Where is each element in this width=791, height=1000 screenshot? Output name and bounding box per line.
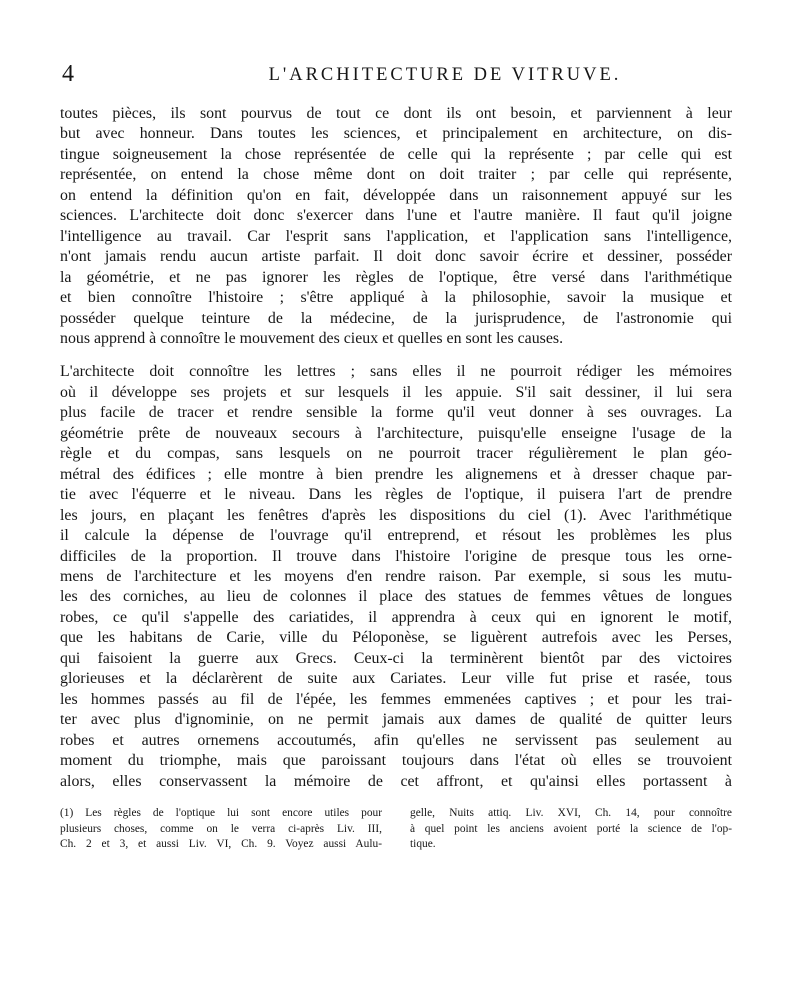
page-number: 4 [62, 61, 74, 87]
text-line: les des corniches, au lieu de colonnes il place des statues de femmes vêtues de longues [60, 588, 732, 606]
text-line: n'ont jamais rendu aucun artiste parfait. Il doit donc savoir écrire et dessiner, posséder [60, 248, 732, 266]
footnotes [60, 806, 732, 853]
footnote-line: plusieurs choses, comme on le verra ci-après Liv. III, [60, 822, 382, 835]
text-line: où il développe ses projets et sur lesquels il les appuie. S'il sait dessiner, il lui sera [60, 383, 732, 401]
footnote-line: gelle, Nuits attiq. Liv. XVI, Ch. 14, pour connoître [410, 807, 732, 819]
paragraph-1 [60, 104, 732, 349]
text-line: que les habitans de Carie, ville du Péloponèse, se liguèrent autrefois avec les Perses, [60, 629, 732, 647]
text-line: les hommes passés au fil de l'épée, les femmes emmenées captives ; et pour les trai- [60, 690, 732, 708]
text-line: les jours, en plaçant les fenêtres d'après les dispositions du ciel (1). Avec l'arithmétique [60, 506, 732, 524]
text-line: qui faisoient la guerre aux Grecs. Ceux-ci la terminèrent bientôt par des victoires [60, 649, 732, 667]
body-text [60, 104, 732, 792]
text-line: métral des édifices ; elle montre à bien prendre les alignemens et à dresser chaque par- [60, 465, 732, 483]
footnote-line: tique. [410, 838, 436, 851]
text-line: la géométrie, et ne pas ignorer les règles de l'optique, être versé dans l'arithmétique [60, 268, 732, 286]
text-line: but avec honneur. Dans toutes les sciences, et principalement en architecture, on dis- [60, 125, 732, 143]
text-line: plus facile de tracer et rendre sensible la forme qu'il veut donner à ses ouvrages. La [60, 404, 732, 422]
footnote-line: Ch. 2 et 3, et aussi Liv. VI, Ch. 9. Voyez aussi Aulu- [60, 838, 382, 851]
text-line: tie avec l'équerre et le niveau. Dans les règles de l'optique, il puisera l'art de prendre [60, 486, 732, 504]
text-line: géométrie prête de nouveaux secours à l'architecture, puisqu'elle enseigne l'usage de la [60, 424, 732, 442]
text-line: représentée, on entend la chose même dont on doit traiter ; par celle qui représente, [60, 166, 732, 184]
text-line: alors, elles conservassent la mémoire de cet affront, et qu'ainsi elles portassent à [60, 772, 732, 790]
text-line: et bien connoître l'histoire ; s'être appliqué à la philosophie, savoir la musique et [60, 289, 732, 307]
footnote-column-left [60, 806, 382, 853]
text-line: difficiles de la proportion. Il trouve dans l'histoire l'origine de presque tous les orne- [60, 547, 732, 565]
text-line: on entend la définition qu'on en fait, développée dans un raisonnement appuyé sur les [60, 186, 732, 204]
text-line: ter avec plus d'ignominie, on ne permit jamais aux dames de qualité de quitter leurs [60, 711, 732, 729]
text-line: il calcule la dépense de l'ouvrage qu'il entreprend, et résout les problèmes les plus [60, 527, 732, 545]
text-line: glorieuses et la déclarèrent de suite aux Cariates. Leur ville fut prise et rasée, tous [60, 670, 732, 688]
text-line: nous apprend à connoître le mouvement des cieux et quelles en sont les causes. [60, 329, 564, 347]
footnote-line: (1) Les règles de l'optique lui sont encore utiles pour [60, 807, 382, 819]
paragraph-2 [60, 362, 732, 792]
running-title: L'ARCHITECTURE DE VITRUVE. [268, 65, 622, 85]
text-line: robes, ce qu'il s'appelle des cariatides, il apprendra à ceux qui en ignorent le motif, [60, 608, 732, 626]
text-line: toutes pièces, ils sont pourvus de tout ce dont ils ont besoin, et parviennent à leur [60, 105, 732, 122]
text-line: L'architecte doit connoître les lettres ; sans elles il ne pourroit rédiger les mémoires [60, 363, 732, 381]
text-line: posséder quelque teinture de la médecine, de la jurisprudence, de l'astronomie qui [60, 309, 732, 327]
page-header [60, 60, 740, 88]
footnote-column-right [410, 806, 732, 853]
text-line: règle et du compas, sans lesquels on ne pourroit tracer régulièrement le plan géo- [60, 445, 732, 463]
text-line: robes et autres ornemens accoutumés, afin qu'elles ne servissent pas seulement au [60, 731, 732, 749]
text-line: sciences. L'architecte doit donc s'exercer dans l'une et l'autre manière. Il faut qu'il joigne [60, 207, 732, 225]
text-line: mens de l'architecture et les moyens d'en rendre raison. Par exemple, si sous les mutu- [60, 567, 732, 585]
footnote-line: à quel point les anciens avoient porté la science de l'op- [410, 822, 732, 835]
text-line: moment du triomphe, mais que paroissant toujours dans l'état où elles se trouvoient [60, 752, 732, 770]
text-line: l'intelligence au travail. Car l'esprit sans l'application, et l'application sans l'intelligence, [60, 227, 732, 245]
text-line: tingue soigneusement la chose représentée de celle qui la représente ; par celle qui est [60, 145, 732, 163]
